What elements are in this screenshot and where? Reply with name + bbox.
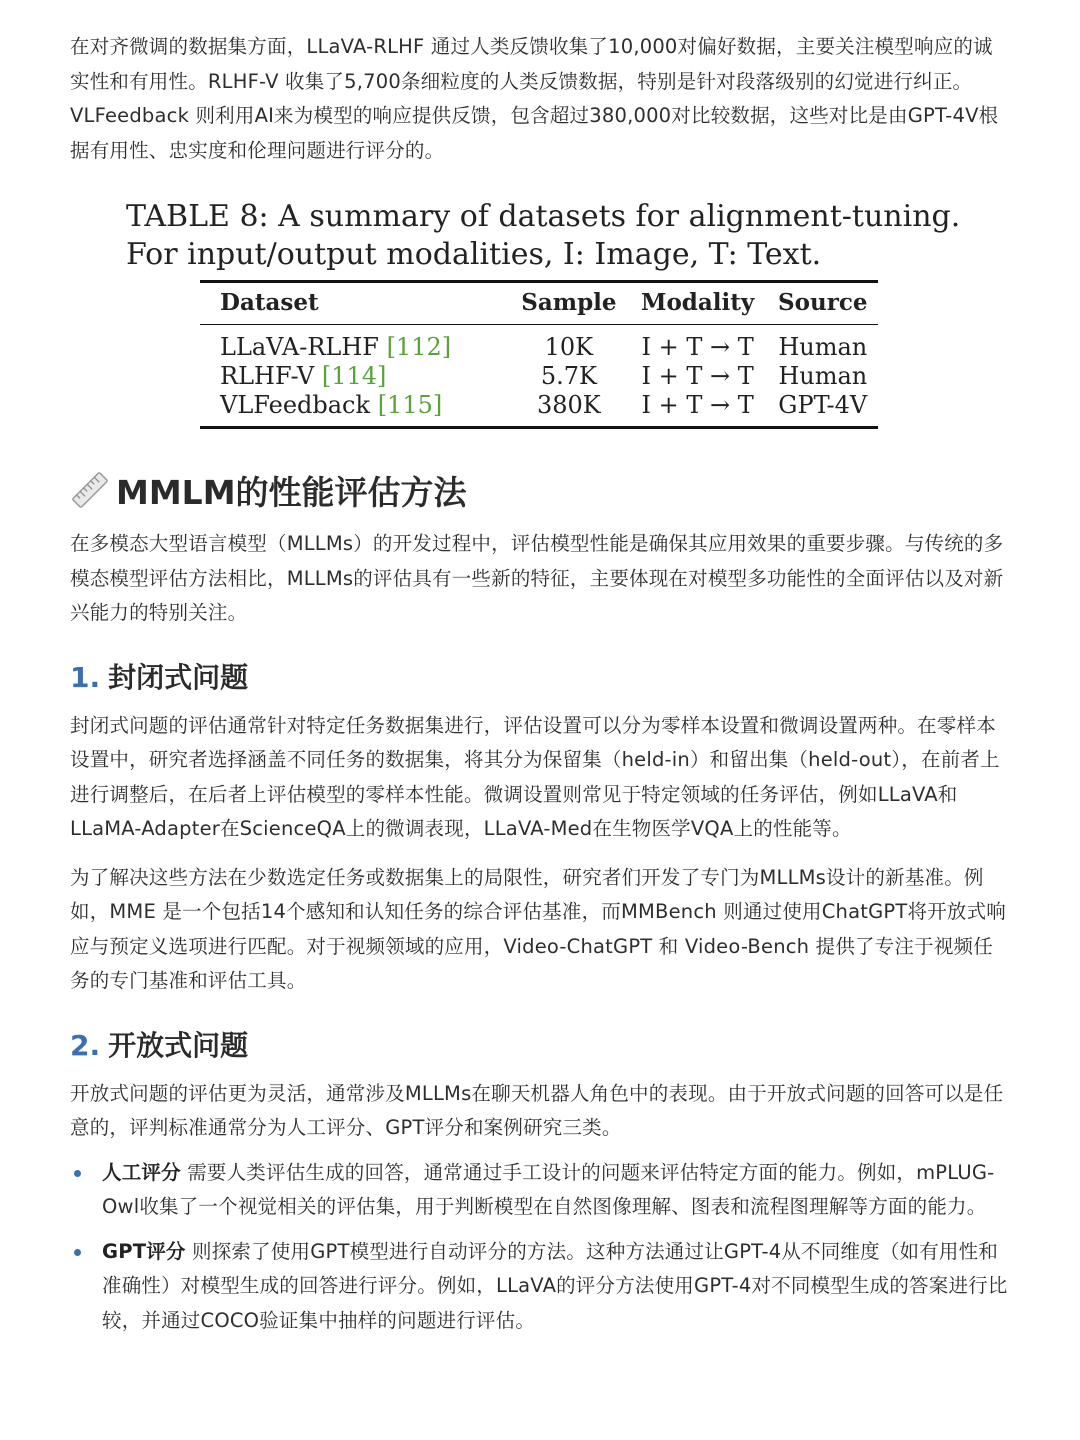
modality-cell: I + T → T (641, 362, 754, 390)
citation-link[interactable]: [114] (321, 362, 387, 390)
closed-para-2: 为了解决这些方法在少数选定任务或数据集上的局限性，研究者们开发了专门为MLLMs设计的新基准。例如，MME 是一个包括14个感知和认知任务的综合评估基准，而MMBench 则通过使用ChatGPT将开放式响应与预定义选项进行匹配。对于视频领域的应用，Video-ChatGPT 和 Video-Bench 提供了专注于视频任务的专门基准和评估工具。 (70, 865, 1006, 992)
modality-cell: I + T → T (641, 391, 754, 419)
section-intro: 在多模态大型语言模型（MLLMs）的开发过程中，评估模型性能是确保其应用效果的重要步骤。与传统的多模态模型评估方法相比，MLLMs的评估具有一些新的特征，主要体现在对模型多功能性的全面评估以及对新兴能力的特别关注。 (70, 532, 1004, 624)
sample-cell: 10K (544, 333, 594, 361)
section-title: MMLM的性能评估方法 (116, 472, 467, 512)
citation-link[interactable]: [115] (377, 391, 443, 419)
table-caption: TABLE 8: A summary of datasets for alignment-tuning. For input/output modalities, I: Image, T: Text. (126, 199, 961, 272)
closed-para-1: 封闭式问题的评估通常针对特定任务数据集进行，评估设置可以分为零样本设置和微调设置两种。在零样本设置中，研究者选择涵盖不同任务的数据集，将其分为保留集（held-in）和留出集（held-out），在前者上进行调整后，在后者上评估模型的零样本性能。微调设置则常见于特定领域的任务评估，例如LLaVA和LLaMA-Adapter在ScienceQA上的微调表现，LLaVA-Med在生物医学VQA上的性能等。 (70, 713, 1000, 840)
list-item (70, 1235, 1010, 1339)
header-source: Source (768, 282, 878, 325)
table-header-row (200, 282, 878, 325)
bullet-term: 人工评分 (102, 1160, 181, 1184)
alignment-datasets-table (200, 280, 878, 429)
sample-cell: 5.7K (540, 362, 597, 390)
bullet-text: 需要人类评估生成的回答，通常通过手工设计的问题来评估特定方面的能力。例如，mPLUG-Owl收集了一个视觉相关的评估集，用于判断模型在自然图像理解、图表和流程图理解等方面的能力。 (102, 1160, 995, 1218)
subsection-title: 封闭式问题 (108, 660, 249, 694)
header-sample: Sample (510, 282, 628, 325)
bullet-icon (74, 1249, 81, 1256)
source-cell: Human (778, 362, 868, 390)
subsection-number: 1. (70, 660, 101, 694)
list-item (70, 1156, 1010, 1225)
subsection-title: 开放式问题 (108, 1028, 249, 1062)
table-row (200, 362, 878, 391)
dataset-cell: VLFeedback [115] (220, 391, 443, 419)
modality-cell: I + T → T (641, 333, 754, 361)
dataset-cell: RLHF-V [114] (220, 362, 387, 390)
dataset-cell: LLaVA-RLHF [112] (220, 333, 452, 361)
sample-cell: 380K (537, 391, 601, 419)
bullet-icon (74, 1170, 81, 1177)
table-row (200, 325, 878, 363)
intro-paragraph: 在对齐微调的数据集方面，LLaVA-RLHF 通过人类反馈收集了10,000对偏好数据，主要关注模型响应的诚实性和有用性。RLHF-V 收集了5,700条细粒度的人类反馈数据，特别是针对段落级别的幻觉进行纠正。VLFeedback 则利用AI来为模型的响应提供反馈，包含超过380,000对比较数据，这些对比是由GPT-4V根据有用性、忠实度和伦理问题进行评分的。 (70, 35, 999, 162)
table-row (200, 391, 878, 428)
scoring-list (70, 1156, 1010, 1339)
bullet-term: GPT评分 (102, 1239, 186, 1263)
header-dataset: Dataset (200, 282, 510, 325)
bullet-text: 则探索了使用GPT模型进行自动评分的方法。这种方法通过让GPT-4从不同维度（如有用性和准确性）对模型生成的回答进行评分。例如，LLaVA的评分方法使用GPT-4对不同模型生成的答案进行比较，并通过COCO验证集中抽样的问题进行评估。 (102, 1239, 1008, 1332)
subsection-number: 2. (70, 1028, 101, 1062)
citation-link[interactable]: [112] (386, 333, 452, 361)
source-cell: GPT-4V (778, 391, 868, 419)
section-heading (70, 467, 1010, 513)
subsection-heading-open (70, 1025, 1010, 1067)
subsection-heading-closed (70, 657, 1010, 699)
open-para-1: 开放式问题的评估更为灵活，通常涉及MLLMs在聊天机器人角色中的表现。由于开放式问题的回答可以是任意的，评判标准通常分为人工评分、GPT评分和案例研究三类。 (70, 1081, 1004, 1139)
source-cell: Human (778, 333, 868, 361)
ruler-icon (70, 470, 110, 510)
document-page (70, 30, 1010, 1348)
header-modality: Modality (628, 282, 768, 325)
